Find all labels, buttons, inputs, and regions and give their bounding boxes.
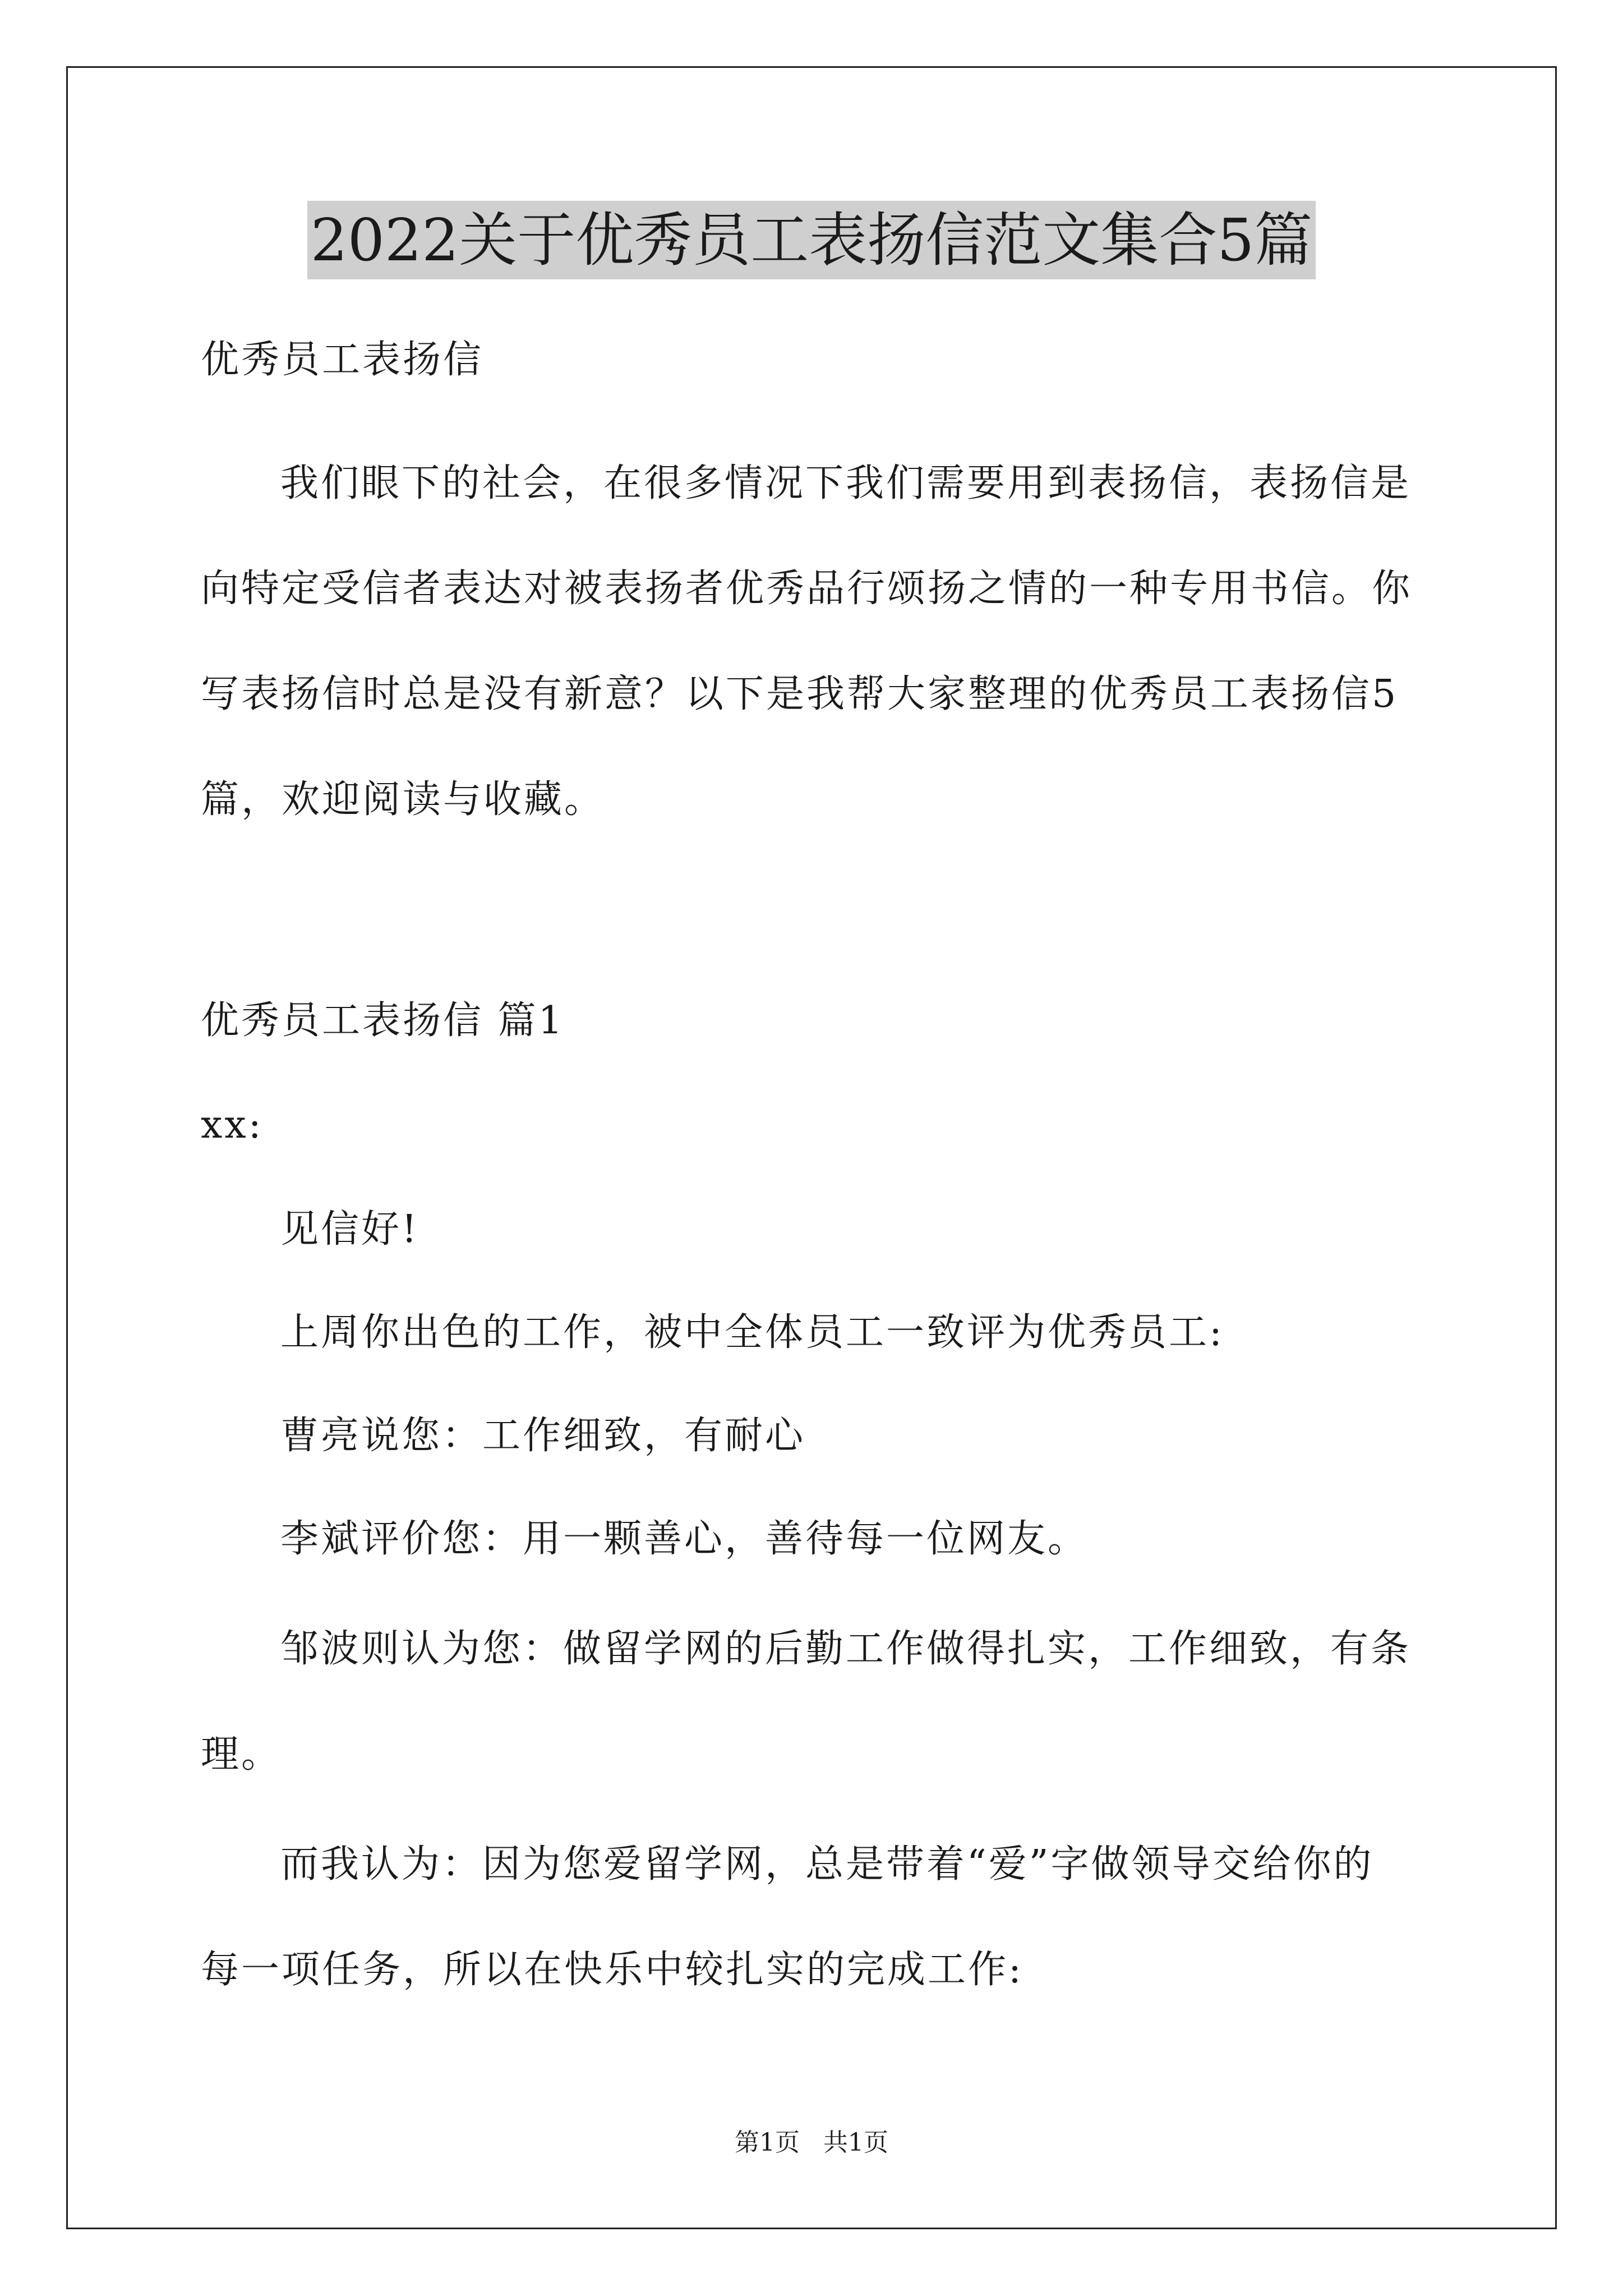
paragraph-line: 篇，欢迎阅读与收藏。 [201, 777, 605, 822]
paragraph-line: 写表扬信时总是没有新意？以下是我帮大家整理的优秀员工表扬信5 [201, 672, 1399, 716]
paragraph-line: 而我认为：因为您爱留学网，总是带着“爱”字做领导交给你的 [280, 1842, 1374, 1887]
paragraph-line: 李斌评价您：用一颗善心，善待每一位网友。 [280, 1517, 1089, 1561]
paragraph-line: 上周你出色的工作，被中全体员工一致评为优秀员工: [280, 1310, 1224, 1355]
paragraph-line: 向特定受信者表达对被表扬者优秀品行颂扬之情的一种专用书信。你 [201, 567, 1413, 611]
page-footer: 第1页 共1页 [735, 2128, 888, 2157]
paragraph-line: 理。 [201, 1732, 282, 1777]
paragraph-line: 邹波则认为您：做留学网的后勤工作做得扎实，工作细致，有条 [280, 1627, 1412, 1671]
paragraph-line: 曹亮说您：工作细致，有耐心 [280, 1414, 806, 1458]
section-heading: 优秀员工表扬信 [201, 338, 484, 382]
paragraph-line: 每一项任务，所以在快乐中较扎实的完成工作: [201, 1948, 1023, 1992]
document-title-block [0, 201, 1623, 279]
document-title: 2022关于优秀员工表扬信范文集合5篇 [307, 201, 1316, 279]
paragraph-line: 见信好! [280, 1207, 419, 1251]
letter-salutation: xx: [201, 1103, 264, 1147]
letter-heading: 优秀员工表扬信 篇1 [201, 999, 565, 1043]
paragraph-line: 我们眼下的社会，在很多情况下我们需要用到表扬信，表扬信是 [280, 461, 1412, 505]
